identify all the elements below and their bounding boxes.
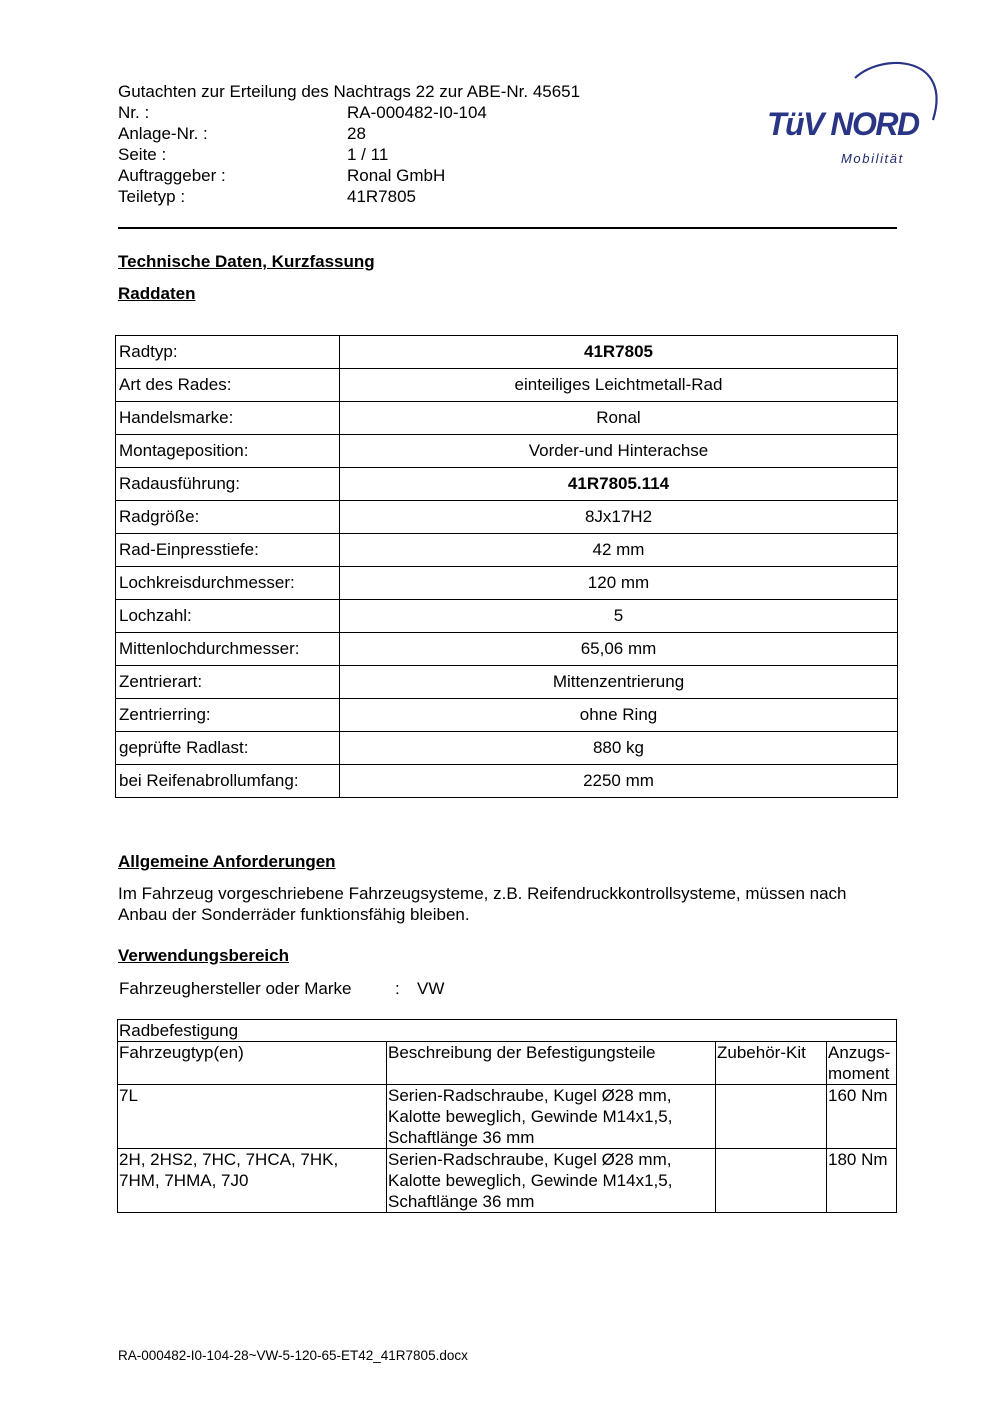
table-row bbox=[116, 336, 898, 369]
table-row bbox=[116, 600, 898, 633]
header-row-nr bbox=[118, 102, 678, 123]
logo-subtitle: Mobilität bbox=[841, 151, 904, 166]
row-value: 65,06 mm bbox=[340, 633, 898, 666]
row-value: 8Jx17H2 bbox=[340, 501, 898, 534]
header-row-seite bbox=[118, 144, 678, 165]
allgemein-paragraph: Im Fahrzeug vorgeschriebene Fahrzeugsysteme, z.B. Reifendruckkontrollsysteme, müssen nach Anbau der Sonderräder funktionsfähig bleiben. bbox=[118, 884, 847, 924]
row-value: einteiliges Leichtmetall-Rad bbox=[340, 369, 898, 402]
row-value: 42 mm bbox=[340, 534, 898, 567]
row-label: Mittenlochdurchmesser: bbox=[116, 633, 340, 666]
header-label: Auftraggeber : bbox=[118, 166, 226, 185]
document-footer: RA-000482-I0-104-28~VW-5-120-65-ET42_41R7805.docx bbox=[118, 1348, 468, 1363]
cell-anzugsmoment: 180 Nm bbox=[827, 1149, 897, 1213]
cell-fahrzeugtyp: 2H, 2HS2, 7HC, 7HCA, 7HK, 7HM, 7HMA, 7J0 bbox=[118, 1149, 387, 1213]
table-row bbox=[116, 402, 898, 435]
radbefestigung-table bbox=[117, 1019, 897, 1213]
row-value: 2250 mm bbox=[340, 765, 898, 798]
table-row bbox=[116, 633, 898, 666]
row-label: Radtyp: bbox=[116, 336, 340, 369]
table-row bbox=[116, 567, 898, 600]
cell-fahrzeugtyp: 7L bbox=[118, 1085, 387, 1149]
column-header: Beschreibung der Befestigungsteile bbox=[387, 1042, 716, 1085]
row-value: Ronal bbox=[340, 402, 898, 435]
row-label: Radausführung: bbox=[116, 468, 340, 501]
column-header: Anzugs- moment bbox=[827, 1042, 897, 1085]
row-value: 120 mm bbox=[340, 567, 898, 600]
row-label: Zentrierring: bbox=[116, 699, 340, 732]
row-value: 41R7805 bbox=[340, 336, 898, 369]
section-heading-allgemein: Allgemeine Anforderungen bbox=[118, 852, 336, 871]
header-label: Nr. : bbox=[118, 103, 150, 122]
row-value: 5 bbox=[340, 600, 898, 633]
manufacturer-separator: : bbox=[395, 979, 400, 998]
svg-text:TüV NORD: TüV NORD bbox=[767, 106, 919, 142]
header-row-auftraggeber bbox=[118, 165, 678, 186]
logo-graphic bbox=[763, 58, 943, 153]
table-row bbox=[116, 435, 898, 468]
tuv-nord-logo bbox=[763, 58, 943, 173]
header-label: Anlage-Nr. : bbox=[118, 124, 208, 143]
section-heading-tech: Technische Daten, Kurzfassung bbox=[118, 252, 375, 271]
table-row bbox=[116, 369, 898, 402]
cell-anzugsmoment: 160 Nm bbox=[827, 1085, 897, 1149]
header-value: 1 / 11 bbox=[347, 145, 389, 164]
header-value: 41R7805 bbox=[347, 187, 417, 206]
manufacturer-line bbox=[119, 978, 444, 999]
cell-beschreibung: Serien-Radschraube, Kugel Ø28 mm, Kalotte beweglich, Gewinde M14x1,5, Schaftlänge 36 mm bbox=[387, 1085, 716, 1149]
row-value: ohne Ring bbox=[340, 699, 898, 732]
table-row bbox=[118, 1085, 897, 1149]
manufacturer-value: VW bbox=[417, 979, 445, 998]
table-row bbox=[116, 666, 898, 699]
header-label: Seite : bbox=[118, 145, 167, 164]
cell-zubehoer-kit bbox=[716, 1149, 827, 1213]
header-value: RA-000482-I0-104 bbox=[347, 103, 487, 122]
row-value: 41R7805.114 bbox=[340, 468, 898, 501]
row-label: Rad-Einpresstiefe: bbox=[116, 534, 340, 567]
table-header-row bbox=[118, 1042, 897, 1085]
table-row bbox=[116, 534, 898, 567]
cell-beschreibung: Serien-Radschraube, Kugel Ø28 mm, Kalotte beweglich, Gewinde M14x1,5, Schaftlänge 36 mm bbox=[387, 1149, 716, 1213]
row-label: Radgröße: bbox=[116, 501, 340, 534]
table-row bbox=[116, 501, 898, 534]
table-row bbox=[118, 1149, 897, 1213]
table-row bbox=[116, 468, 898, 501]
table-row bbox=[116, 765, 898, 798]
row-value: Vorder-und Hinterachse bbox=[340, 435, 898, 468]
header-row-teiletyp bbox=[118, 186, 678, 207]
row-label: Montageposition: bbox=[116, 435, 340, 468]
table-title-row bbox=[118, 1020, 897, 1042]
header-value: 28 bbox=[347, 124, 366, 143]
row-label: Lochkreisdurchmesser: bbox=[116, 567, 340, 600]
row-label: geprüfte Radlast: bbox=[116, 732, 340, 765]
table-row bbox=[116, 732, 898, 765]
cell-zubehoer-kit bbox=[716, 1085, 827, 1149]
column-header: Zubehör-Kit bbox=[716, 1042, 827, 1085]
raddaten-table bbox=[115, 335, 898, 798]
manufacturer-label: Fahrzeughersteller oder Marke bbox=[119, 979, 352, 998]
header-row-anlage bbox=[118, 123, 678, 144]
header-label: Teiletyp : bbox=[118, 187, 186, 206]
row-label: bei Reifenabrollumfang: bbox=[116, 765, 340, 798]
row-label: Art des Rades: bbox=[116, 369, 340, 402]
section-heading-verwendung: Verwendungsbereich bbox=[118, 946, 289, 965]
column-header: Fahrzeugtyp(en) bbox=[118, 1042, 387, 1085]
table-title: Radbefestigung bbox=[118, 1020, 897, 1042]
row-label: Lochzahl: bbox=[116, 600, 340, 633]
document-title: Gutachten zur Erteilung des Nachtrags 22 zur ABE-Nr. 45651 bbox=[118, 82, 581, 101]
row-label: Zentrierart: bbox=[116, 666, 340, 699]
header-divider bbox=[118, 227, 897, 229]
table-row bbox=[116, 699, 898, 732]
document-header bbox=[118, 81, 678, 207]
header-value: Ronal GmbH bbox=[347, 166, 446, 185]
section-heading-raddaten: Raddaten bbox=[118, 284, 196, 303]
row-value: Mittenzentrierung bbox=[340, 666, 898, 699]
row-value: 880 kg bbox=[340, 732, 898, 765]
row-label: Handelsmarke: bbox=[116, 402, 340, 435]
